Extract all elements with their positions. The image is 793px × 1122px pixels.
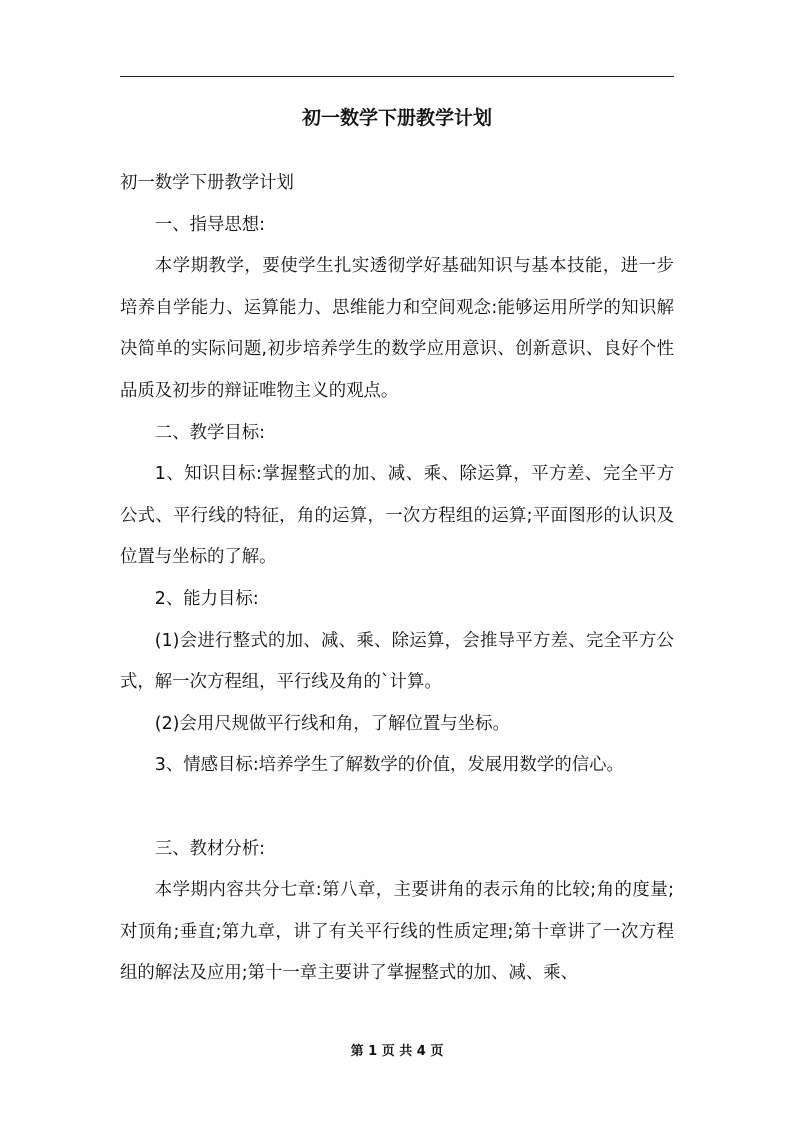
document-body: [120, 163, 674, 995]
body-heading: 初一数学下册教学计划: [120, 173, 294, 193]
paragraph-guiding-ideology: 本学期教学，要使学生扎实透彻学好基础知识与基本技能，进一步培养自学能力、运算能力、思维能力和空间观念:能够运用所学的知识解决简单的实际问题,初步培养学生的数学应用意识、创新意识、良好个性品质及初步的辩证唯物主义的观点。: [120, 256, 674, 401]
paragraph-ability-goal-heading: 2、能力目标:: [154, 588, 259, 609]
paragraph-textbook-analysis: 本学期内容共分七章:第八章，主要讲角的表示角的比较;角的度量;对顶角;垂直;第九章，讲了有关平行线的性质定理;第十章讲了一次方程组的解法及应用;第十一章主要讲了掌握整式的加、减、乘、: [120, 880, 674, 984]
section-heading-textbook-analysis: 三、教材分析:: [154, 838, 266, 859]
document-title: 初一数学下册教学计划: [301, 107, 492, 129]
paragraph-ability-goal-2: (2)会用尺规做平行线和角，了解位置与坐标。: [154, 713, 510, 734]
paragraph-emotion-goal: 3、情感目标:培养学生了解数学的价值，发展用数学的信心。: [154, 755, 624, 776]
paragraph-ability-goal-1: (1)会进行整式的加、减、乘、除运算，会推导平方差、完全平方公式，解一次方程组，平行线及角的`计算。: [120, 630, 674, 693]
paragraph-spacer: [120, 787, 674, 829]
page-number-footer: 第 1 页 共 4 页: [350, 1044, 444, 1059]
section-heading-guiding-ideology: 一、指导思想:: [154, 214, 266, 235]
paragraph-knowledge-goal: 1、知识目标:掌握整式的加、减、乘、除运算，平方差、完全平方公式、平行线的特征，角的运算，一次方程组的运算;平面图形的认识及位置与坐标的了解。: [120, 464, 674, 568]
header-rule: [120, 76, 674, 77]
section-heading-teaching-goals: 二、教学目标:: [154, 422, 266, 443]
